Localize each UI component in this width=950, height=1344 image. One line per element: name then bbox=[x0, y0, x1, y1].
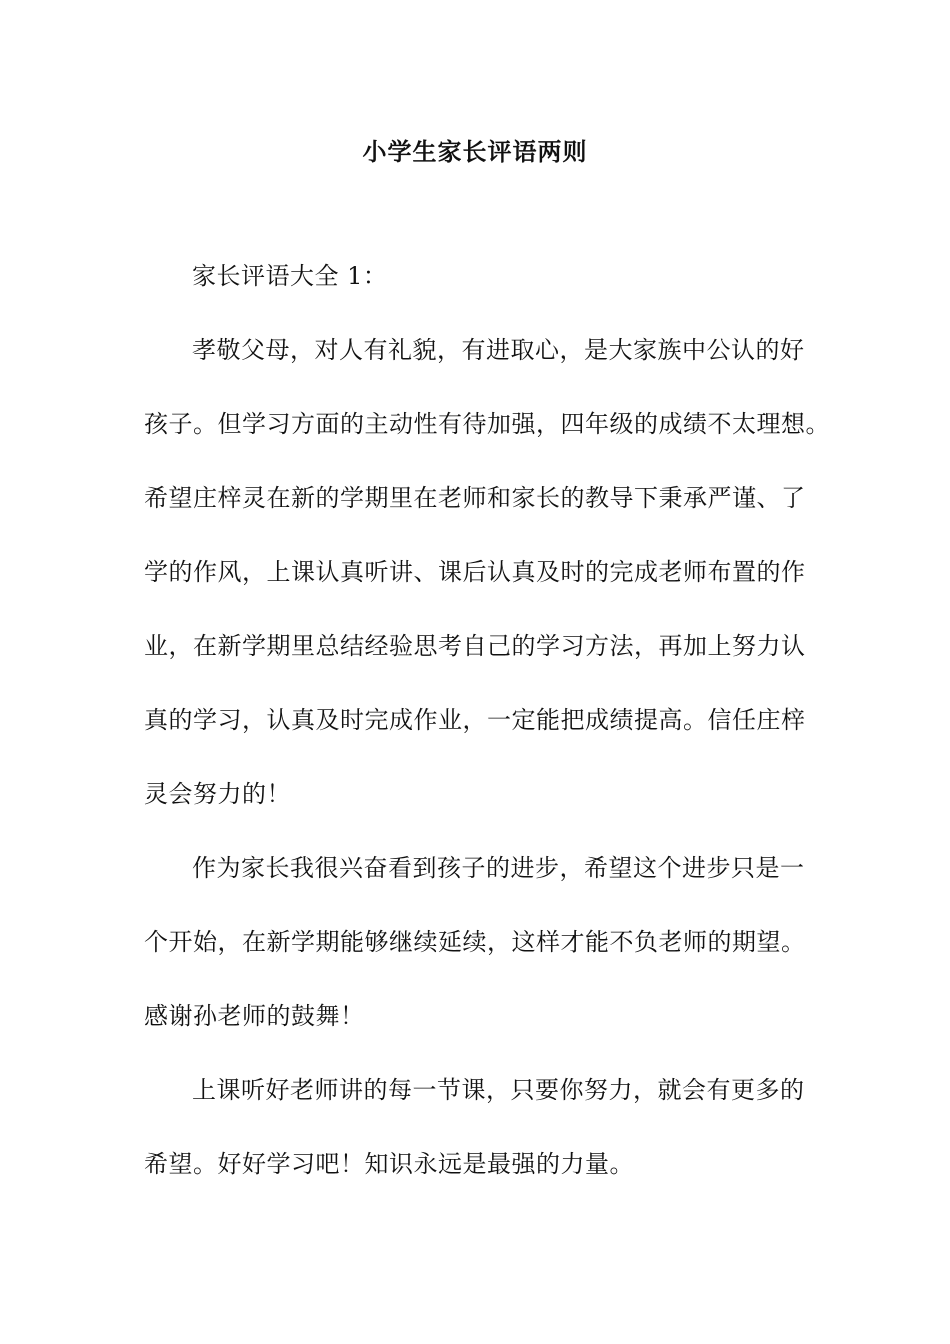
paragraph-line: 真的学习，认真及时完成作业，一定能把成绩提高。信任庄梓 bbox=[144, 706, 806, 734]
paragraph-line: 孩子。但学习方面的主动性有待加强，四年级的成绩不太理想。 bbox=[144, 410, 830, 438]
paragraph-line: 业，在新学期里总结经验思考自己的学习方法，再加上努力认 bbox=[144, 632, 806, 660]
document-title: 小学生家长评语两则 bbox=[362, 137, 588, 166]
paragraph-line: 希望。好好学习吧！知识永远是最强的力量。 bbox=[144, 1150, 634, 1178]
paragraph-line: 作为家长我很兴奋看到孩子的进步，希望这个进步只是一 bbox=[192, 854, 805, 882]
document-body bbox=[144, 256, 830, 1218]
section-heading: 家长评语大全 1： bbox=[192, 262, 388, 290]
paragraph-line: 个开始，在新学期能够继续延续，这样才能不负老师的期望。 bbox=[144, 928, 806, 956]
paragraph-line: 学的作风，上课认真听讲、课后认真及时的完成老师布置的作 bbox=[144, 558, 806, 586]
paragraph-line: 感谢孙老师的鼓舞！ bbox=[144, 1002, 365, 1030]
paragraph-line: 孝敬父母，对人有礼貌，有进取心，是大家族中公认的好 bbox=[192, 336, 805, 364]
paragraph-line: 上课听好老师讲的每一节课，只要你努力，就会有更多的 bbox=[192, 1076, 805, 1104]
paragraph-line: 灵会努力的！ bbox=[144, 780, 291, 808]
paragraph-3 bbox=[144, 1070, 810, 1218]
paragraph-1 bbox=[144, 330, 830, 848]
paragraph-2 bbox=[144, 848, 810, 1070]
paragraph-line: 希望庄梓灵在新的学期里在老师和家长的教导下秉承严谨、了 bbox=[144, 484, 806, 512]
